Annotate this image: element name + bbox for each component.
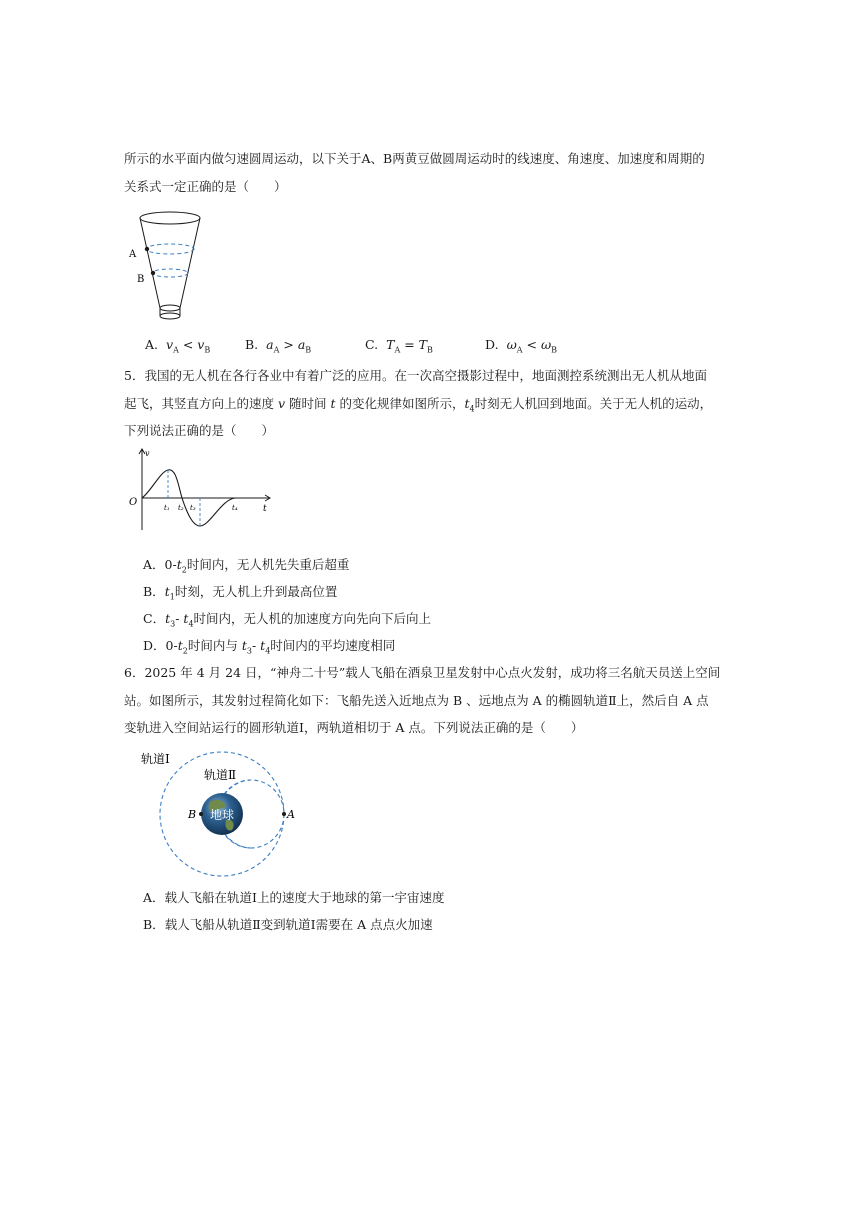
orbit-1-label: 轨道Ⅰ [141,752,170,766]
q4-option-d[interactable]: D. $\omega_A < \omega_B$ [485,337,558,355]
cone-top-rim [140,212,200,224]
point-b-dot [199,812,203,816]
origin-label: O [129,497,138,508]
q5-stem-line1: 5．我国的无人机在各行各业中有着广泛的应用。在一次高空摄影过程中，地面测控系统测出无人机从地面 [124,368,707,383]
q6-stem-line1: 6．2025 年 4 月 24 日，“神舟二十号”载人飞船在酒泉卫星发射中心点火发射，成功将三名航天员送上空间 [124,665,721,680]
q6-choice-b[interactable]: B．载人飞船从轨道Ⅱ变到轨道Ⅰ需要在 A 点点火加速 [143,917,433,932]
y-axis-label: v [145,449,150,458]
point-a-label: A [287,808,295,821]
x-axis-label: t [263,504,267,514]
q6-choice-a[interactable]: A．载人飞船在轨道Ⅰ上的速度大于地球的第一宇宙速度 [143,890,445,905]
circle-path-b [152,269,188,277]
bean-b [151,271,155,275]
tick-t2: t₂ [178,504,184,512]
cone-stand [160,313,180,319]
point-b-label: B [188,808,197,821]
circle-path-a [146,244,194,254]
cone-bottom-rim [160,305,180,311]
q4-cone-figure [126,205,206,323]
q6-stem-line2: 站。如图所示，其发射过程简化如下：飞船先送入近地点为 B 、远地点为 A 的椭圆轨道Ⅱ上，然后自 A 点 [124,693,709,708]
label-b: B [137,274,145,285]
tick-t3: t₃ [190,504,196,512]
q6-stem-line3: 变轨进入空间站运行的圆形轨道Ⅰ，两轨道相切于 A 点。下列说法正确的是（ ） [124,720,584,735]
q5-stem-line2: 起飞，其竖直方向上的速度 v 随时间 t 的变化规律如图所示，$t_4$时刻无人机回到地面。关于无人机的运动， [124,396,713,414]
q5-choice-b[interactable]: B．$t_1$时刻，无人机上升到最高位置 [143,584,338,602]
q5-vt-graph [126,446,274,534]
point-a-dot [282,812,286,816]
q5-stem-line3: 下列说法正确的是（ ） [124,423,275,438]
cone-right-edge [180,218,200,308]
q5-choice-c[interactable]: C．$t_3-$ $t_4$时间内，无人机的加速度方向先向下后向上 [143,611,432,629]
q5-choice-d[interactable]: D．$0-t_2$时间内与 $t_3-$ $t_4$时间内的平均速度相同 [143,638,396,656]
q5-choice-a[interactable]: A．$0-t_2$时间内，无人机先失重后超重 [143,557,350,575]
orbit-2-label: 轨道Ⅱ [204,768,237,782]
q4-stem-line2: 关系式一定正确的是（ ） [124,179,287,194]
bean-a [145,247,149,251]
q4-option-c[interactable]: C. $T_A = T_B$ [365,337,433,355]
tick-t4: t₄ [232,504,238,512]
earth-label: 地球 [209,808,235,822]
q6-orbit-figure [136,746,306,878]
cone-left-edge [140,218,160,308]
q4-stem-line1: 所示的水平面内做匀速圆周运动，以下关于A、B两黄豆做圆周运动时的线速度、角速度、加速度和周期的 [124,151,705,166]
q4-option-b[interactable]: B. $a_A > a_B$ [245,337,312,355]
tick-t1: t₁ [164,504,170,512]
q4-option-a[interactable]: A. $v_A < v_B$ [145,337,211,355]
label-a: A [129,249,137,260]
